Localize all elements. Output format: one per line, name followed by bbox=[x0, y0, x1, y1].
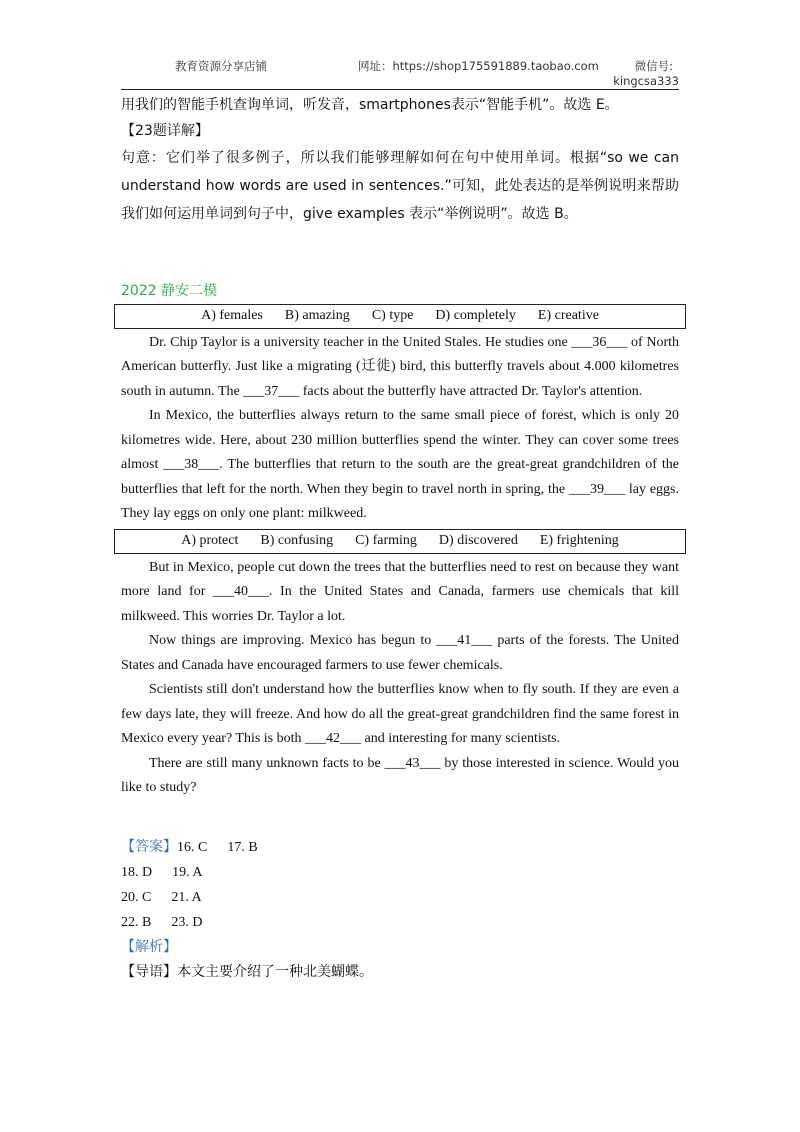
document-body bbox=[121, 93, 679, 985]
answer-item: 22. B bbox=[121, 914, 152, 930]
guide-summary: 【导语】本文主要介绍了一种北美蝴蝶。 bbox=[121, 963, 373, 980]
word-option: A) females bbox=[201, 308, 263, 323]
answer-line bbox=[121, 885, 679, 910]
word-option: B) confusing bbox=[260, 533, 334, 548]
section-title: 2022 静安二模 bbox=[121, 282, 218, 299]
passage-paragraph-4: Now things are improving. Mexico has begun to ___41___ parts of the forests. The United States and Canada have encouraged farmers to use fewer chemicals. bbox=[121, 633, 679, 673]
answer-line bbox=[121, 860, 679, 885]
page-header bbox=[121, 52, 679, 90]
answer-item: 20. C bbox=[121, 889, 152, 905]
shop-name: 教育资源分享店铺 bbox=[175, 59, 267, 73]
word-option: D) discovered bbox=[438, 533, 518, 548]
word-option: B) amazing bbox=[284, 308, 350, 323]
word-option: E) frightening bbox=[539, 533, 619, 548]
answer-item: 16. C bbox=[177, 839, 208, 855]
answer-section bbox=[121, 835, 679, 985]
word-option: C) type bbox=[371, 308, 414, 323]
answer-label: 【答案】 bbox=[121, 838, 177, 855]
wechat-label: 微信号: bbox=[634, 59, 673, 73]
answer-item: 17. B bbox=[227, 839, 258, 855]
word-bank-1 bbox=[114, 304, 686, 329]
answer-item: 23. D bbox=[171, 914, 203, 930]
header-divider bbox=[121, 89, 679, 90]
passage-paragraph-5: Scientists still don't understand how the butterflies know when to fly south. If they are even a few days late, they will freeze. And how do all the great-great grandchildren find the same forest in Mexico every year? This is both ___42___ and interesting for many scientists. bbox=[121, 682, 679, 746]
passage-paragraph-1: Dr. Chip Taylor is a university teacher in the United Stales. He studies one ___36___ of North American butterfly. Just like a migrating (迁徙) bird, this butterfly travels about 4.000 kilometres south in autumn. The ___37___ facts about the butterfly have attracted Dr. Taylor's attention. bbox=[121, 334, 679, 399]
word-option: C) farming bbox=[355, 533, 417, 548]
word-option: E) creative bbox=[537, 308, 599, 323]
passage-paragraph-3: But in Mexico, people cut down the trees that the butterflies need to rest on because they want more land for ___40___. In the United States and Canada, farmers use chemicals that kill milkweed. This worries Dr. Taylor a lot. bbox=[121, 559, 679, 624]
previous-explanation-line: 用我们的智能手机查询单词，听发音，smartphones表示“智能手机”。故选 E。 bbox=[121, 97, 619, 113]
shop-url[interactable]: 网址：https://shop175591889.taobao.com bbox=[358, 59, 599, 73]
answer-item: 21. A bbox=[171, 889, 202, 905]
answer-item: 18. D bbox=[121, 864, 153, 880]
answer-line bbox=[121, 835, 679, 860]
wechat-id: kingcsa333 bbox=[613, 74, 679, 88]
q23-heading: 【23题详解】 bbox=[121, 122, 209, 139]
q23-explanation: 句意：它们举了很多例子，所以我们能够理解如何在句中使用单词。根据“so we can understand how words are used in sentences.”可知，此处表达的是举例说明来帮助我们如何运用单词到句子中，give examples 表示“举例说明”。故选 B。 bbox=[121, 149, 679, 222]
passage-paragraph-6: There are still many unknown facts to be ___43___ by those interested in science. Would you like to study? bbox=[121, 755, 679, 795]
word-bank-2 bbox=[114, 529, 686, 554]
analysis-label: 【解析】 bbox=[121, 938, 177, 955]
word-option: A) protect bbox=[181, 533, 239, 548]
answer-item: 19. A bbox=[172, 864, 203, 880]
word-option: D) completely bbox=[435, 308, 516, 323]
passage-paragraph-2: In Mexico, the butterflies always return to the same small piece of forest, which is only 20 kilometres wide. Here, about 230 million butterflies spend the winter. They can cover some trees almost ___38___. The butterflies that return to the south are the great-great grandchildren of the butterflies that left for the north. When they begin to travel north in spring, the ___39___ lay eggs. They lay eggs on only one plant: milkweed. bbox=[121, 408, 679, 521]
answer-line bbox=[121, 910, 679, 935]
